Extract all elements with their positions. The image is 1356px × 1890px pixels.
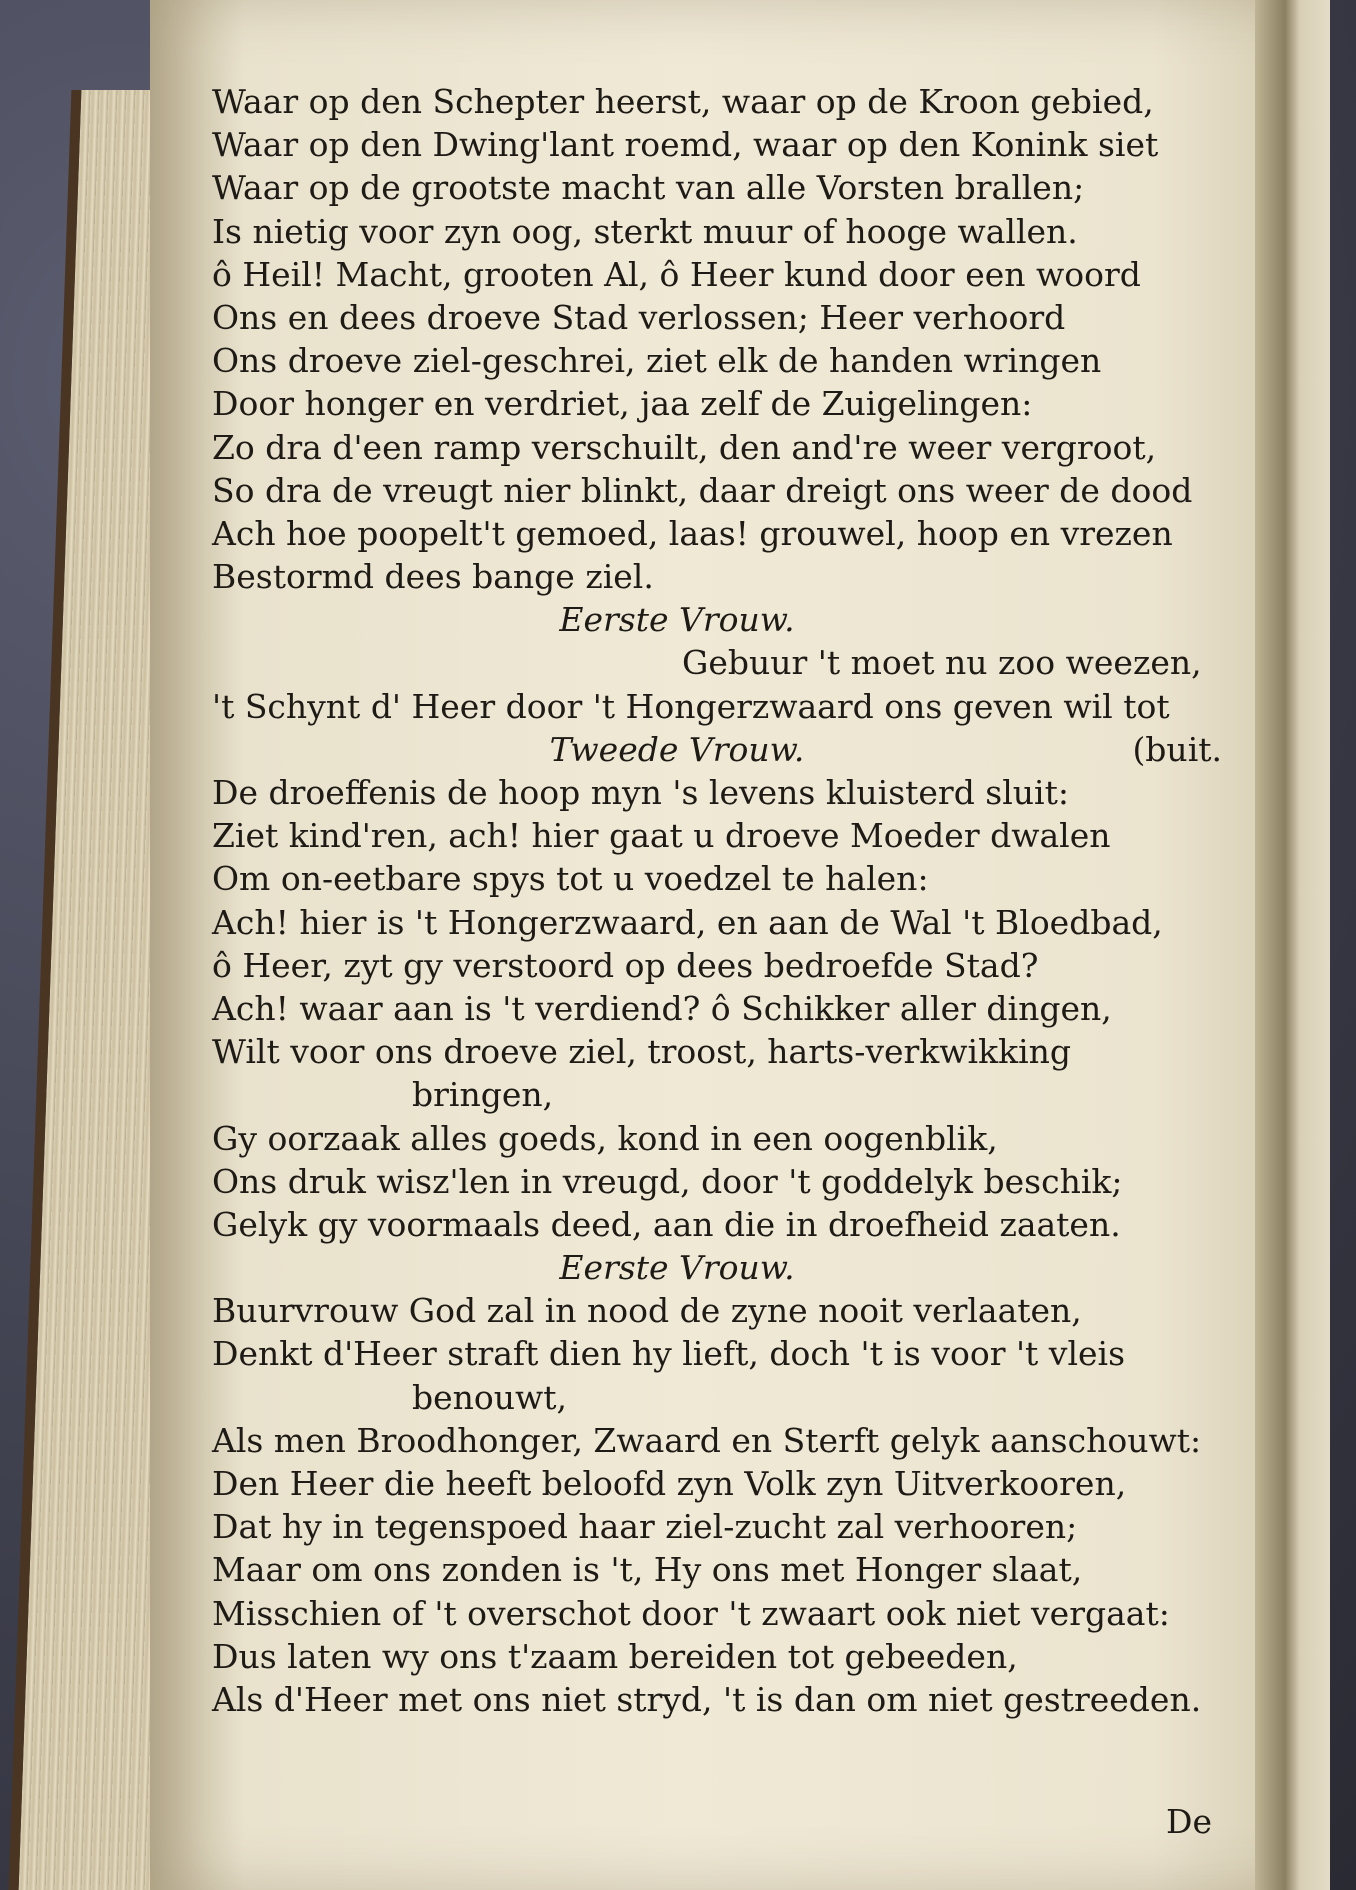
book-page bbox=[150, 0, 1330, 1890]
speaker-heading bbox=[212, 728, 1222, 771]
verse-line: Gelyk gy voormaals deed, aan die in droefheid zaaten. bbox=[212, 1204, 1121, 1244]
verse-line: Als d'Heer met ons niet stryd, 't is dan om niet gestreeden. bbox=[212, 1679, 1202, 1719]
speaker-heading: Eerste Vrouw. bbox=[559, 1248, 795, 1288]
verse-line: Ons droeve ziel-geschrei, ziet elk de handen wringen bbox=[212, 341, 1102, 381]
verse-line: Waar op de grootste macht van alle Vorsten brallen; bbox=[212, 168, 1085, 208]
verse-line: Waar op den Dwing'lant roemd, waar op den Konink siet bbox=[212, 125, 1159, 165]
speaker-heading: Eerste Vrouw. bbox=[559, 600, 795, 640]
verse-line: Waar op den Schepter heerst, waar op de Kroon gebied, bbox=[212, 82, 1154, 121]
verse-line: Als men Broodhonger, Zwaard en Sterft gelyk aanschouwt: bbox=[212, 1420, 1202, 1460]
verse-line: Ons en dees droeve Stad verlossen; Heer verhoord bbox=[212, 297, 1066, 337]
verse-line: De droeffenis de hoop myn 's levens kluisterd sluit: bbox=[212, 773, 1069, 812]
verse-line: Gy oorzaak alles goeds, kond in een oogenblik, bbox=[212, 1118, 998, 1158]
verse-continuation: bringen, bbox=[412, 1075, 554, 1115]
verse-line: So dra de vreugt nier blinkt, daar dreigt ons weer de dood bbox=[212, 470, 1193, 510]
verse-line: Is nietig voor zyn oog, sterkt muur of hooge wallen. bbox=[212, 211, 1078, 251]
verse-line: Buurvrouw God zal in nood de zyne nooit verlaaten, bbox=[212, 1291, 1082, 1331]
verse-line: Den Heer die heeft beloofd zyn Volk zyn Uitverkooren, bbox=[212, 1464, 1127, 1503]
verse-line: Ach hoe poopelt't gemoed, laas! grouwel, hoop en vrezen bbox=[212, 513, 1173, 553]
verse-line: Bestormd dees bange ziel. bbox=[212, 557, 654, 597]
runover-text: (buit. bbox=[1132, 729, 1222, 769]
verse-text bbox=[212, 80, 1222, 1721]
verse-line: Om on-eetbare spys tot u voedzel te halen: bbox=[212, 859, 929, 899]
verse-continuation: benouwt, bbox=[412, 1377, 568, 1417]
verse-line: Denkt d'Heer straft dien hy lieft, doch 't is voor 't vleis bbox=[212, 1334, 1126, 1374]
verse-line: ô Heer, zyt gy verstoord op dees bedroefde Stad? bbox=[212, 945, 1039, 985]
verse-line: Misschien of 't overschot door 't zwaart ook niet vergaat: bbox=[212, 1593, 1170, 1633]
verse-line: Maar om ons zonden is 't, Hy ons met Honger slaat, bbox=[212, 1550, 1083, 1590]
verse-line: Ach! hier is 't Hongerzwaard, en aan de Wal 't Bloedbad, bbox=[212, 902, 1163, 942]
verse-line: Wilt voor ons droeve ziel, troost, harts-verkwikking bbox=[212, 1032, 1072, 1072]
verse-line: Zo dra d'een ramp verschuilt, den and're weer vergroot, bbox=[212, 427, 1157, 467]
verse-line: Dus laten wy ons t'zaam bereiden tot gebeeden, bbox=[212, 1636, 1018, 1676]
verse-line: Gebuur 't moet nu zoo weezen, bbox=[682, 643, 1202, 683]
verse-line: Ons druk wisz'len in vreugd, door 't goddelyk beschik; bbox=[212, 1161, 1123, 1201]
verse-line: Ach! waar aan is 't verdiend? ô Schikker aller dingen, bbox=[212, 988, 1112, 1028]
page-gutter bbox=[1255, 0, 1330, 1890]
speaker-name: Tweede Vrouw. bbox=[549, 729, 805, 769]
verse-line: Door honger en verdriet, jaa zelf de Zuigelingen: bbox=[212, 384, 1033, 424]
verse-line: Dat hy in tegenspoed haar ziel-zucht zal verhooren; bbox=[212, 1507, 1078, 1547]
verse-line: 't Schynt d' Heer door 't Hongerzwaard ons geven wil tot bbox=[212, 686, 1170, 726]
catchword: De bbox=[1166, 1802, 1212, 1841]
verse-line: ô Heil! Macht, grooten Al, ô Heer kund door een woord bbox=[212, 254, 1141, 294]
verse-line: Ziet kind'ren, ach! hier gaat u droeve Moeder dwalen bbox=[212, 816, 1111, 856]
